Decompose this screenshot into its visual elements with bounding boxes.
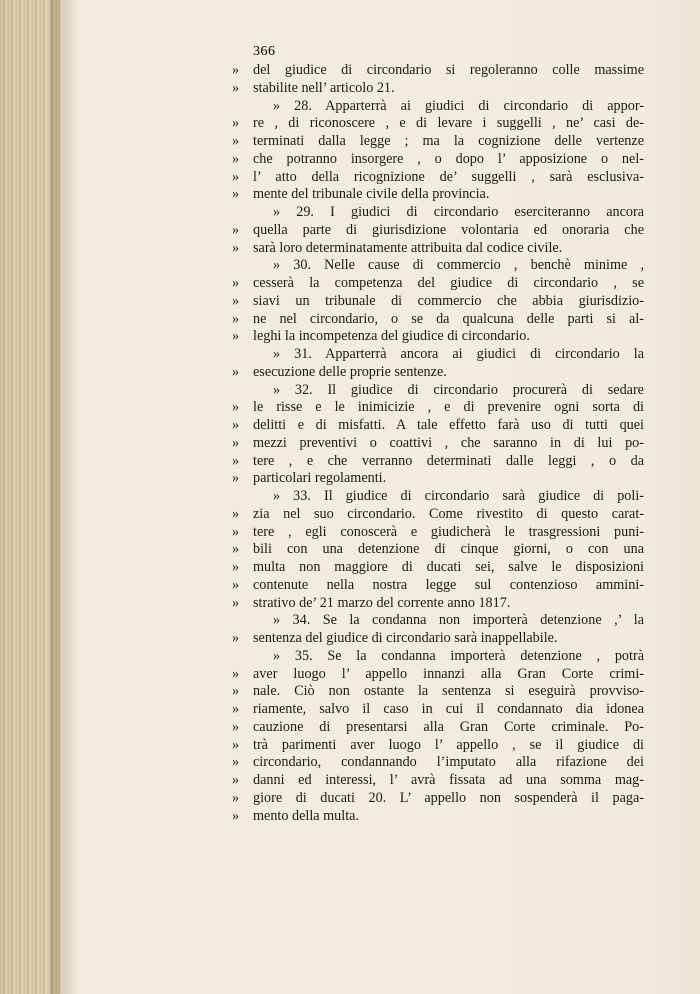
line-text: stabilite nell’ articolo 21. (253, 79, 395, 96)
line-text: mezzi preventivi o coattivi , che saranno in di lui po- (253, 434, 644, 451)
line-text: che potranno insorgere , o dopo l’ apposizione o nel- (253, 150, 644, 167)
text-line (232, 222, 644, 241)
quote-mark: » (232, 523, 240, 540)
text-line (232, 470, 644, 489)
text-line (232, 754, 644, 773)
line-text: tere , e che verranno determinati dalle leggi , o da (253, 452, 644, 469)
line-text: particolari regolamenti. (253, 470, 387, 487)
quote-mark: » (232, 150, 240, 167)
text-line (232, 808, 644, 827)
line-text: danni ed interessi, l’ avrà fissata ad una somma mag- (253, 772, 644, 788)
text-line (232, 453, 644, 472)
line-text: l’ atto della ricognizione de’ suggelli , sarà esclusiva- (253, 168, 644, 185)
quote-mark: » (232, 683, 240, 700)
quote-mark: » (232, 665, 240, 682)
text-line (232, 151, 644, 170)
line-text: zia nel suo circondario. Come rivestito di questo carat- (253, 505, 644, 522)
line-text: esecuzione delle proprie sentenze. (253, 363, 447, 380)
binding-shadow (50, 0, 80, 994)
line-text: » 31. Apparterrà ancora ai giudici di circondario la (273, 346, 644, 362)
line-text: mento della multa. (253, 807, 359, 824)
quote-mark: » (232, 133, 240, 149)
text-line (232, 80, 644, 99)
quote-mark: » (232, 505, 240, 522)
line-text: nale. Ciò non ostante la sentenza si eseguirà provviso- (253, 683, 644, 700)
line-text: le risse e le inimicizie , e di prevenire ogni sorta di (253, 399, 644, 416)
text-line (232, 311, 644, 330)
quote-mark: » (232, 79, 240, 96)
quote-mark: » (232, 168, 240, 185)
quote-mark: » (232, 754, 240, 771)
text-line (232, 719, 644, 738)
quote-mark: » (232, 115, 240, 132)
text-line (232, 328, 644, 347)
quote-mark: » (232, 594, 240, 611)
line-text: sarà loro determinatamente attribuita dal codice civile. (253, 239, 563, 256)
quote-mark: » (232, 559, 240, 575)
quote-mark: » (232, 292, 240, 309)
quote-mark: » (232, 239, 240, 256)
text-line (232, 666, 644, 685)
quote-mark: » (232, 452, 240, 469)
quote-mark: » (232, 576, 240, 593)
line-text: delitti e di misfatti. A tale effetto farà uso di tutti quei (253, 417, 644, 433)
quote-mark: » (232, 736, 240, 753)
text-line (232, 240, 644, 259)
line-text: circondario, condannando l’imputato alla rifazione dei (253, 754, 644, 771)
text-line (232, 595, 644, 614)
quote-mark: » (232, 718, 240, 735)
text-line (232, 683, 644, 702)
line-text: cesserà la competenza del giudice di circondario , se (253, 275, 644, 291)
quote-mark: » (232, 807, 240, 824)
text-line (232, 506, 644, 525)
line-text: sentenza del giudice di circondario sarà inappellabile. (253, 630, 558, 646)
quote-mark: » (232, 399, 240, 416)
text-line (232, 169, 644, 188)
line-text: cauzione di presentarsi alla Gran Corte criminale. Po- (253, 718, 644, 735)
quote-mark: » (232, 417, 240, 433)
line-text: tere , egli conoscerà e giudicherà le trasgressioni puni- (253, 523, 644, 540)
text-line (232, 133, 644, 152)
line-text: ne nel circondario, o se da qualcuna delle parti si al- (253, 310, 644, 327)
text-line (232, 541, 644, 560)
line-text: strativo de’ 21 marzo del corrente anno 1817. (253, 594, 511, 611)
quote-mark: » (232, 275, 240, 291)
line-text: contenute nella nostra legge sul contenzioso ammini- (253, 576, 644, 593)
text-line (232, 648, 644, 667)
line-text: giore di ducati 20. L’ appello non sospenderà il paga- (253, 789, 644, 806)
text-line (232, 559, 644, 578)
text-line (232, 346, 644, 365)
text-line (232, 630, 644, 649)
line-text: aver luogo l’ appello innanzi alla Gran Corte crimi- (253, 665, 644, 682)
text-line (232, 701, 644, 720)
quote-mark: » (232, 62, 240, 78)
text-line (232, 62, 644, 81)
page-number: 366 (253, 44, 276, 59)
quote-mark: » (232, 186, 240, 203)
line-text: bili con una detenzione di cinque giorni, o con una (253, 541, 644, 558)
text-line (232, 524, 644, 543)
quote-mark: » (232, 434, 240, 451)
text-line (232, 737, 644, 756)
text-line (232, 612, 644, 631)
line-text: trà parimenti aver luogo l’ appello , se il giudice di (253, 736, 644, 753)
line-text: riamente, salvo il caso in cui il condannato dia idonea (253, 701, 644, 717)
line-text: quella parte di giurisdizione volontaria ed onoraria che (253, 221, 644, 238)
text-line (232, 577, 644, 596)
line-text: terminati dalla legge ; ma la cognizione delle vertenze (253, 133, 644, 149)
quote-mark: » (232, 310, 240, 327)
line-text: » 29. I giudici di circondario eserciteranno ancora (273, 204, 644, 220)
text-line (232, 790, 644, 809)
text-line (232, 275, 644, 294)
line-text: » 35. Se la condanna importerà detenzione , potrà (273, 647, 644, 664)
text-line (232, 435, 644, 454)
quote-mark: » (232, 470, 240, 487)
text-line (232, 98, 644, 117)
line-text: » 28. Apparterrà ai giudici di circondario di appor- (273, 97, 644, 114)
text-line (232, 399, 644, 418)
quote-mark: » (232, 630, 240, 646)
quote-mark: » (232, 221, 240, 238)
line-text: leghi la incompetenza del giudice di circondario. (253, 328, 530, 345)
line-text: multa non maggiore di ducati sei, salve le disposizioni (253, 559, 644, 575)
text-line (232, 186, 644, 205)
text-line (232, 488, 644, 507)
quote-mark: » (232, 541, 240, 558)
quote-mark: » (232, 789, 240, 806)
quote-mark: » (232, 328, 240, 345)
quote-mark: » (232, 772, 240, 788)
line-text: siavi un tribunale di commercio che abbia giurisdizio- (253, 292, 644, 309)
quote-mark: » (232, 363, 240, 380)
line-text: mente del tribunale civile della provincia. (253, 186, 490, 203)
text-line (232, 204, 644, 223)
line-text: » 33. Il giudice di circondario sarà giudice di poli- (273, 488, 644, 504)
quote-mark: » (232, 701, 240, 717)
text-line (232, 293, 644, 312)
text-line (232, 772, 644, 791)
text-line (232, 115, 644, 134)
text-line (232, 417, 644, 436)
text-line (232, 364, 644, 383)
line-text: » 32. Il giudice di circondario procurerà di sedare (273, 381, 644, 398)
text-line (232, 257, 644, 276)
line-text: » 30. Nelle cause di commercio , benchè minime , (273, 257, 644, 274)
line-text: » 34. Se la condanna non importerà detenzione ,’ la (273, 612, 644, 629)
line-text: re , di riconoscere , e di levare i suggelli , ne’ casi de- (253, 115, 644, 132)
text-line (232, 382, 644, 401)
line-text: del giudice di circondario si regoleranno colle massime (253, 62, 644, 78)
